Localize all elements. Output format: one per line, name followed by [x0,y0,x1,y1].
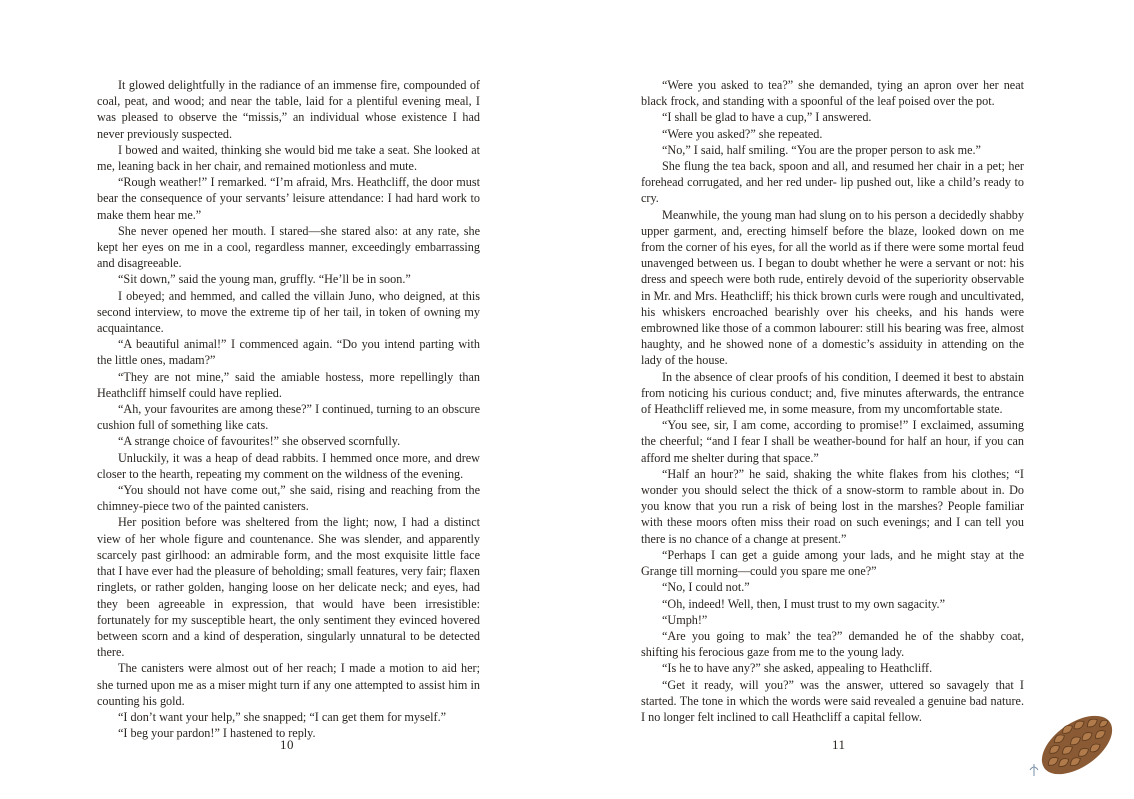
pinecone-illustration [1022,700,1122,782]
right-page-text [641,77,1024,725]
paragraph: “Get it ready, will you?” was the answer, uttered so savagely that I started. The tone in which the words were said revealed a genuine bad nature. I no longer felt inclined to call Heathcliff a capital fellow. [641,677,1024,724]
paragraph: “Oh, indeed! Well, then, I must trust to my own sagacity.” [662,596,945,611]
paragraph: Her position before was sheltered from the light; now, I had a distinct view of her whole figure and countenance. She was slender, and apparently scarcely past girlhood: an admirable form, and the most exquisite little face that I have ever had the pleasure of beholding; small features, very fair; flaxen ringlets, or rather golden, hanging loose on her delicate neck; and eyes, had they been agreeable in expression, that would have been irresistible: fortunately for my susceptible heart, the only sentiment they evinced hovered between scorn and a kind of desperation, singularly unnatural to be detected there. [97,515,480,660]
paragraph: “A beautiful animal!” I commenced again. “Do you intend parting with the little ones, madam?” [97,337,480,368]
paragraph: She never opened her mouth. I stared—she stared also: at any rate, she kept her eyes on me in a cool, regardless manner, exceedingly embarrassing and disagreeable. [97,223,480,271]
paragraph: It glowed delightfully in the radiance of an immense fire, compounded of coal, peat, and wood; and near the table, laid for a plentiful evening meal, I was pleased to observe the “missis,” an individual whose existence I had never previously suspected. [97,78,480,141]
paragraph: I bowed and waited, thinking she would bid me take a seat. She looked at me, leaning back in her chair, and remained motionless and mute. [97,142,480,174]
page-number: 11 [832,737,846,752]
paragraph: “You should not have come out,” she said, rising and reaching from the chimney-piece two of the painted canisters. [97,483,480,514]
paragraph: “Rough weather!” I remarked. “I’m afraid, Mrs. Heathcliff, the door must bear the consequence of your servants’ leisure attendance: I had hard work to make them hear me.” [97,175,480,222]
paragraph: “I shall be glad to have a cup,” I answered. [662,110,872,125]
paragraph: “Were you asked?” she repeated. [662,126,823,141]
paragraph: In the absence of clear proofs of his condition, I deemed it best to abstain from noticing his curious conduct; and, five minutes afterwards, the entrance of Heathcliff relieved me, in some measure, from my uncomfortable state. [641,369,1024,417]
paragraph: Meanwhile, the young man had slung on to his person a decidedly shabby upper garment, and, erecting himself before the blaze, looked down on me from the corner of his eyes, for all the world as if there were some mortal feud unavenged between us. I began to doubt whether he were a servant or not: his dress and speech were both rude, entirely devoid of the superiority observable in Mr. and Mrs. Heathcliff; his thick brown curls were rough and uncultivated, his whiskers encroached bearishly over his cheeks, and his hands were embrowned like those of a common labourer: still his bearing was free, almost haughty, and he showed none of a domestic’s assiduity in attending on the lady of the house. [641,207,1024,368]
page-number: 10 [280,737,294,752]
paragraph: “Half an hour?” he said, shaking the white flakes from his clothes; “I wonder you should select the thick of a snow-storm to ramble about in. Do you know that you run a risk of being lost in the marshes? People familiar with these moors often miss their road on such evenings; and I can tell you there is no chance of a change at present.” [641,466,1024,546]
left-page-text [97,77,480,741]
paragraph: “No,” I said, half smiling. “You are the proper person to ask me.” [662,142,981,157]
paragraph: She flung the tea back, spoon and all, and resumed her chair in a pet; her forehead corrugated, and her red under- lip pushed out, like a child’s ready to cry. [641,159,1024,206]
paragraph: “Sit down,” said the young man, gruffly. “He’ll be in soon.” [118,272,411,287]
paragraph: “Ah, your favourites are among these?” I continued, turning to an obscure cushion full of something like cats. [97,402,480,433]
right-page [567,0,1134,799]
paragraph: Unluckily, it was a heap of dead rabbits. I hemmed once more, and drew closer to the hearth, repeating my comment on the wildness of the evening. [97,450,480,481]
paragraph: “Is he to have any?” she asked, appealing to Heathcliff. [662,661,933,676]
paragraph: “A strange choice of favourites!” she observed scornfully. [118,434,401,449]
paragraph: “Are you going to mak’ the tea?” demanded he of the shabby coat, shifting his ferocious gaze from me to the young lady. [641,628,1024,660]
paragraph: “I beg your pardon!” I hastened to reply. [118,726,316,741]
paragraph: I obeyed; and hemmed, and called the villain Juno, who deigned, at this second interview, to move the extreme tip of her tail, in token of owning my acquaintance. [97,288,480,336]
paragraph: “You see, sir, I am come, according to promise!” I exclaimed, assuming the cheerful; “and I fear I shall be weather-bound for half an hour, if you can afford me shelter during that space.” [641,418,1024,465]
paragraph: “I don’t want your help,” she snapped; “I can get them for myself.” [118,709,447,724]
paragraph: “They are not mine,” said the amiable hostess, more repellingly than Heathcliff himself could have replied. [97,369,480,400]
paragraph: “Perhaps I can get a guide among your lads, and he might stay at the Grange till morning—could you spare me one?” [641,547,1024,579]
paragraph: “Umph!” [662,612,708,627]
paragraph: The canisters were almost out of her reach; I made a motion to aid her; she turned upon me as a miser might turn if any one attempted to assist him in counting his gold. [97,661,480,708]
paragraph: “Were you asked to tea?” she demanded, tying an apron over her neat black frock, and standing with a spoonful of the leaf poised over the pot. [641,78,1024,109]
paragraph: “No, I could not.” [662,580,750,595]
